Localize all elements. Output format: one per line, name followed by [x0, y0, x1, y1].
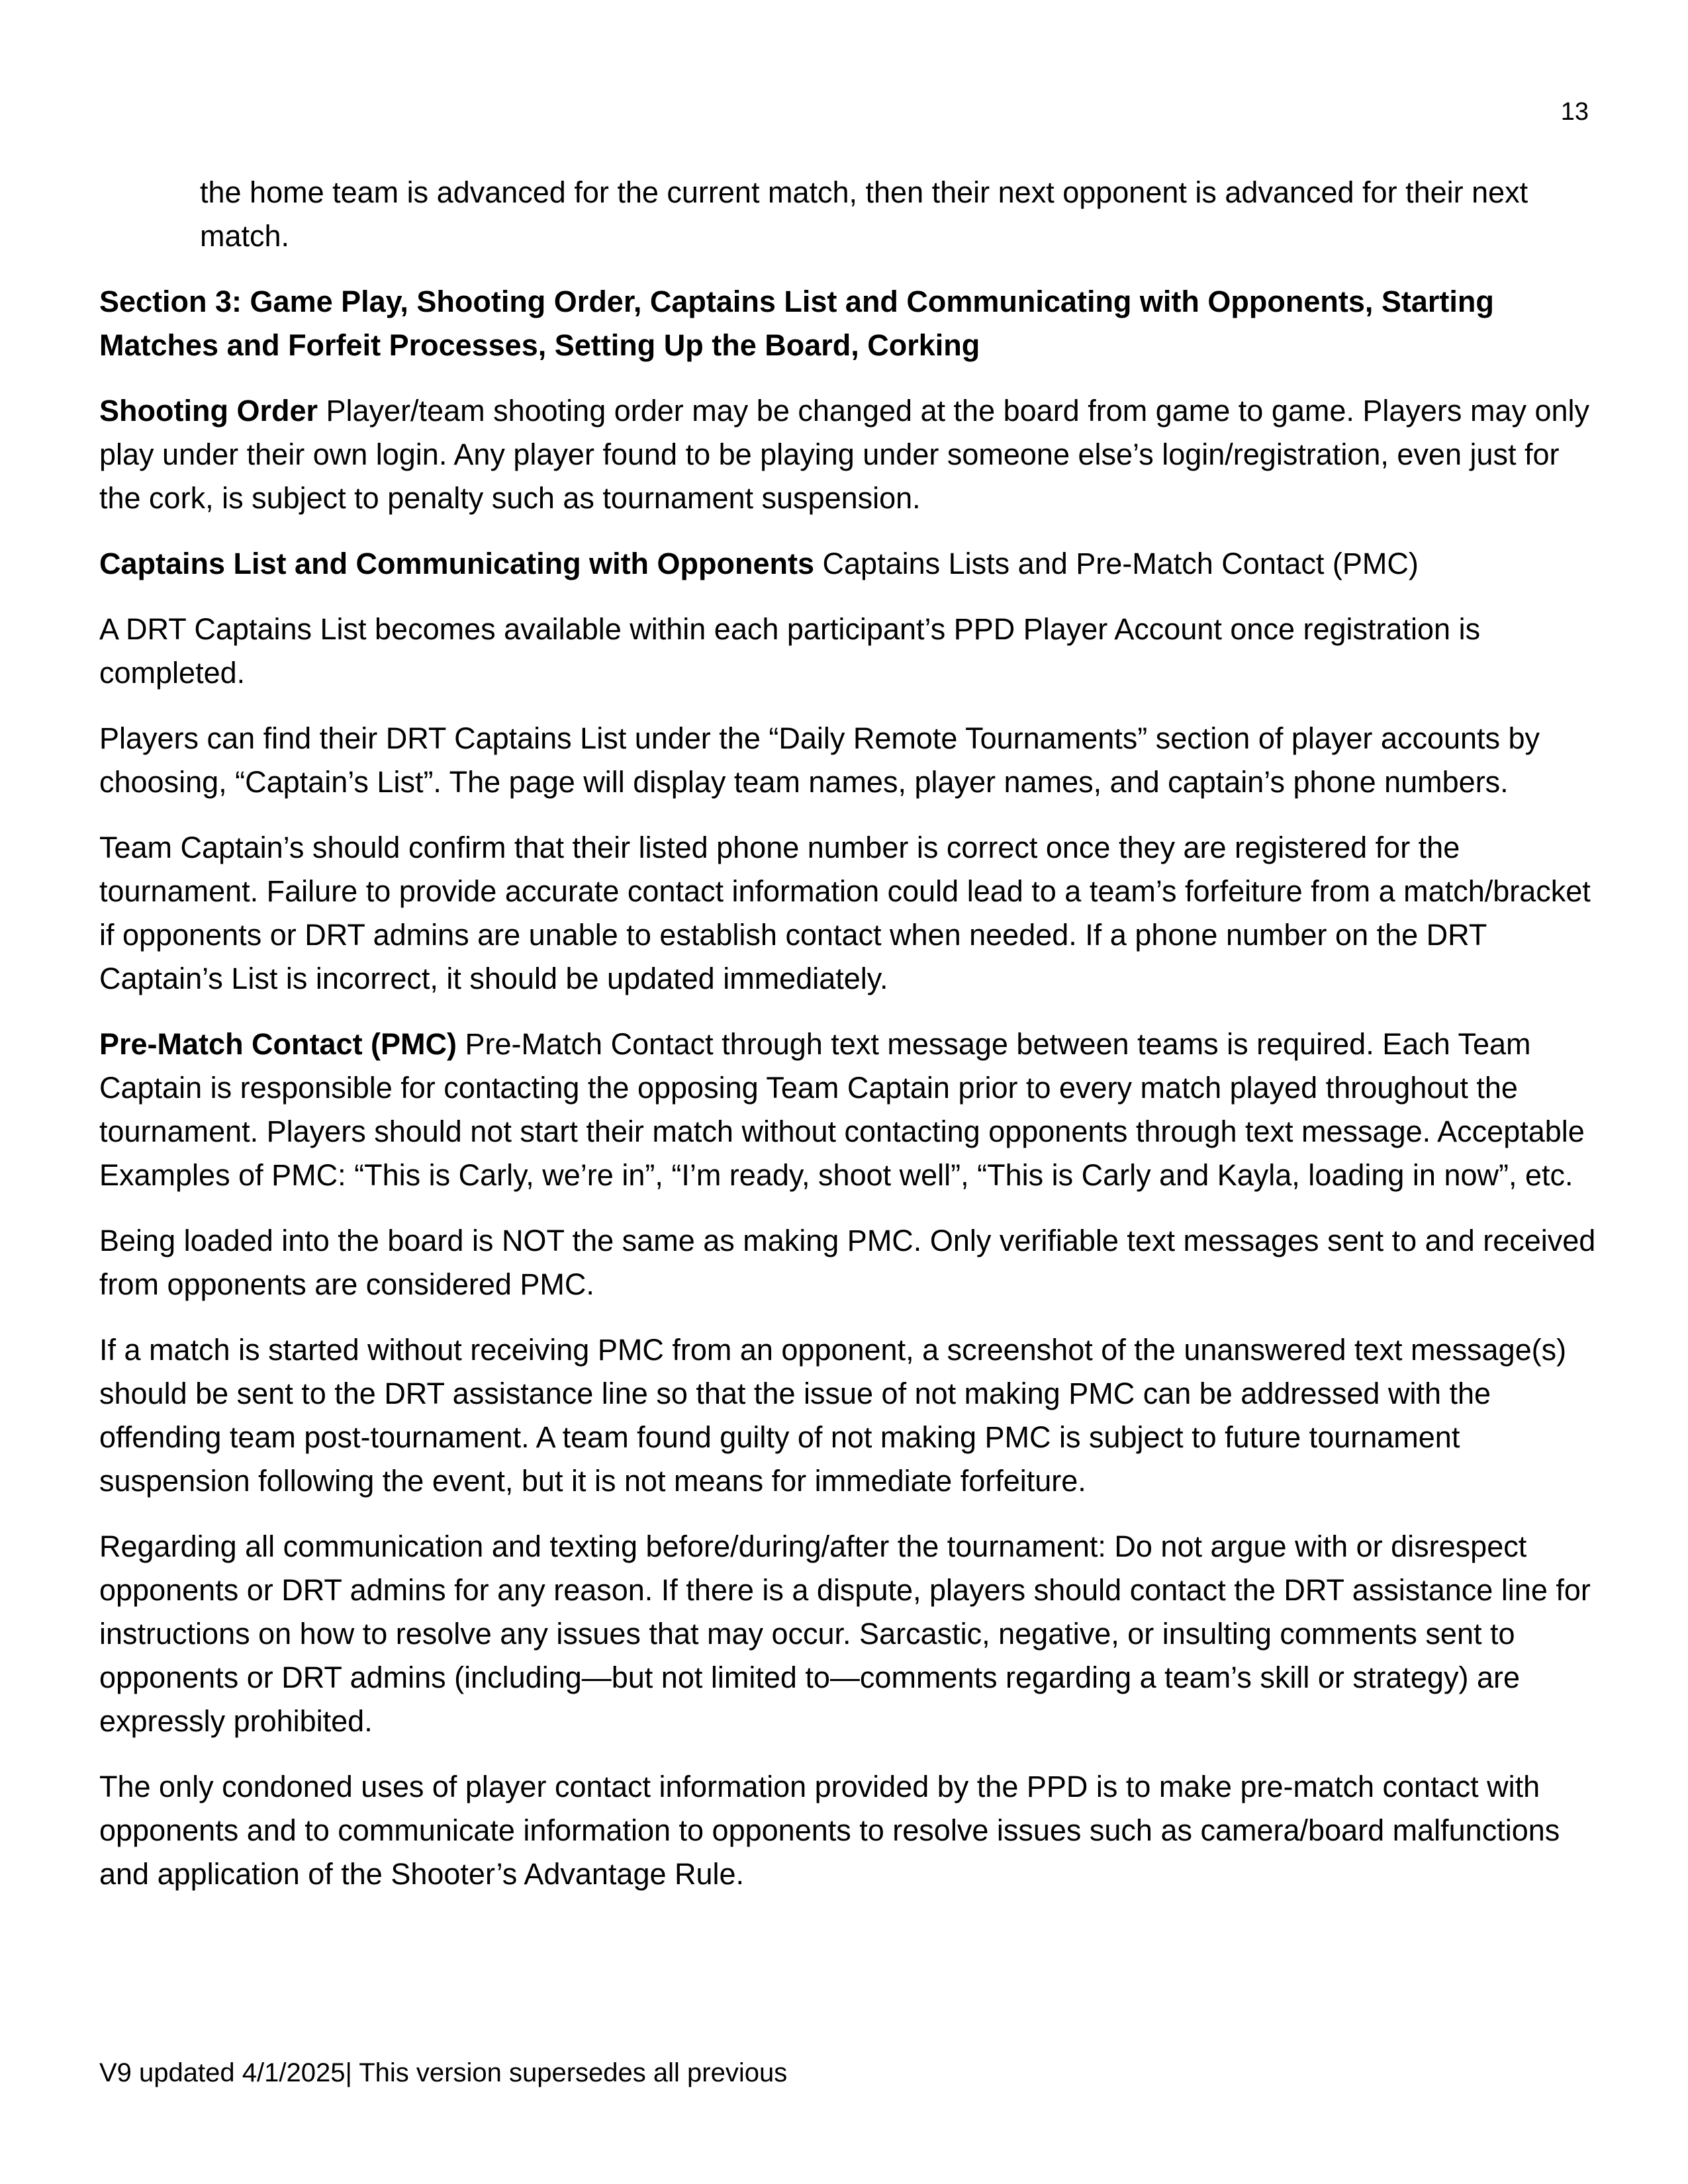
pre-match-contact-paragraph	[99, 1023, 1597, 1197]
captains-list-label: Captains List and Communicating with Opponents	[99, 547, 815, 580]
document-body	[99, 171, 1597, 1918]
started-without-pmc-paragraph: If a match is started without receiving PMC from an opponent, a screenshot of the unanswered text message(s) should be sent to the DRT assistance line so that the issue of not making PMC can be addressed with the offending team post-tournament. A team found guilty of not making PMC is subject to future tournament suspension following the event, but it is not means for immediate forfeiture.	[99, 1333, 1567, 1498]
page-number: 13	[1560, 98, 1589, 126]
page-footer: V9 updated 4/1/2025| This version supersedes all previous	[99, 2058, 788, 2087]
communication-paragraph: Regarding all communication and texting before/during/after the tournament: Do not argue with or disrespect opponents or DRT admins for any reason. If there is a dispute, players should contact the DRT assistance line for instructions on how to resolve any issues that may occur. Sarcastic, negative, or insulting comments sent to opponents or DRT admins (including—but not limited to—comments regarding a team’s skill or strategy) are expressly prohibited.	[99, 1529, 1591, 1738]
captains-list-text: Captains Lists and Pre-Match Contact (PMC)	[814, 547, 1419, 580]
shooting-order-label: Shooting Order	[99, 394, 318, 428]
shooting-order-paragraph	[99, 389, 1597, 520]
section-heading: Section 3: Game Play, Shooting Order, Captains List and Communicating with Opponents, Starting Matches and Forfeit Processes, Setting Up the Board, Corking	[99, 285, 1494, 362]
shooting-order-text: Player/team shooting order may be changed at the board from game to game. Players may only play under their own login. Any player found to be playing under someone else’s login/registration, even just for the cork, is subject to penalty such as tournament suspension.	[99, 394, 1590, 515]
pre-match-contact-label: Pre-Match Contact (PMC)	[99, 1027, 457, 1061]
captains-available-paragraph: A DRT Captains List becomes available within each participant’s PPD Player Account once registration is completed.	[99, 612, 1481, 690]
loaded-not-pmc-paragraph: Being loaded into the board is NOT the same as making PMC. Only verifiable text messages sent to and received from opponents are considered PMC.	[99, 1224, 1596, 1301]
captains-find-paragraph: Players can find their DRT Captains List under the “Daily Remote Tournaments” section of player accounts by choosing, “Captain’s List”. The page will display team names, player names, and captain’s phone numbers.	[99, 721, 1540, 799]
captains-confirm-paragraph: Team Captain’s should confirm that their listed phone number is correct once they are registered for the tournament. Failure to provide accurate contact information could lead to a team’s forfeiture from a match/bracket if opponents or DRT admins are unable to establish contact when needed. If a phone number on the DRT Captain’s List is incorrect, it should be updated immediately.	[99, 831, 1591, 995]
condoned-uses-paragraph: The only condoned uses of player contact information provided by the PPD is to make pre-match contact with opponents and to communicate information to opponents to resolve issues such as camera/board malfunctions and application of the Shooter’s Advantage Rule.	[99, 1770, 1560, 1891]
continuation-paragraph: the home team is advanced for the current match, then their next opponent is advanced for their next match.	[200, 175, 1528, 253]
captains-list-paragraph	[99, 542, 1597, 586]
pre-match-contact-text: Pre-Match Contact through text message between teams is required. Each Team Captain is responsible for contacting the opposing Team Captain prior to every match played throughout the tournament. Players should not start their match without contacting opponents through text message. Acceptable Examples of PMC: “This is Carly, we’re in”, “I’m ready, shoot well”, “This is Carly and Kayla, loading in now”, etc.	[99, 1027, 1585, 1192]
